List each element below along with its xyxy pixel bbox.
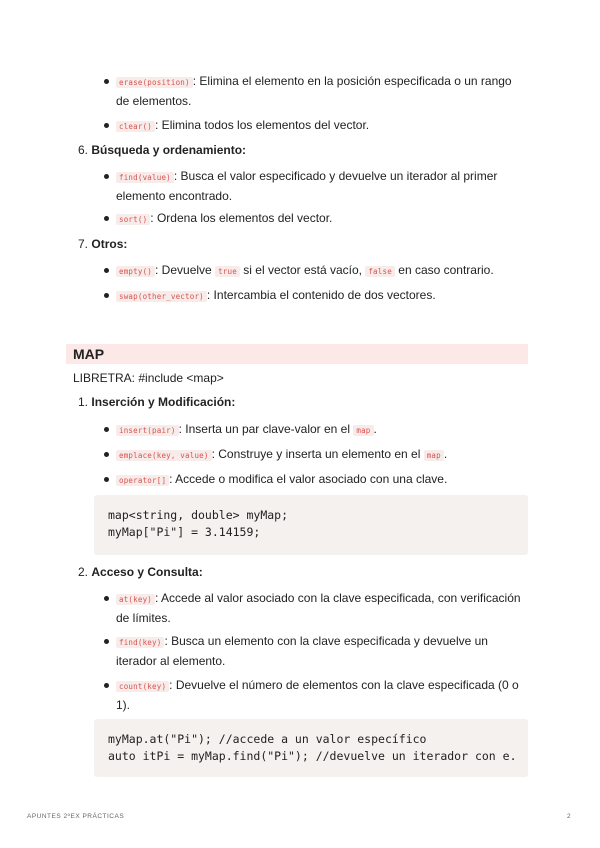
- bullet: [104, 216, 109, 221]
- list-item: [116, 286, 436, 306]
- item-text: : Busca el valor especificado y devuelve un iterador al primer: [173, 169, 498, 183]
- item-text-cont: de elementos.: [116, 94, 192, 108]
- item-text-cont: 1).: [116, 698, 131, 712]
- list-item: [116, 632, 536, 670]
- item-text: : Elimina todos los elementos del vector.: [155, 118, 370, 132]
- code-map: map: [424, 450, 444, 461]
- code-sort: sort(): [116, 214, 150, 225]
- section-number: 1.: [78, 395, 89, 409]
- library-line: LIBRETRA: #include <map>: [73, 371, 224, 385]
- item-text: : Elimina el elemento en la posición especificada o un rango: [192, 74, 512, 88]
- bullet: [104, 123, 109, 128]
- map-heading-bar: [66, 344, 528, 364]
- section-6: [78, 141, 246, 159]
- code-insert: insert(pair): [116, 425, 179, 436]
- section-title: Otros:: [91, 237, 128, 251]
- bullet: [104, 452, 109, 457]
- item-text: : Intercambia el contenido de dos vectores.: [206, 288, 436, 302]
- item-text-cont: iterador al elemento.: [116, 654, 226, 668]
- item-text-cont: elemento encontrado.: [116, 189, 233, 203]
- item-text: : Accede al valor asociado con la clave especificada, con verificación: [155, 591, 521, 605]
- code-line: myMap.at("Pi"); //accede a un valor específico: [108, 732, 427, 746]
- item-text: : Accede o modifica el valor asociado con una clave.: [169, 472, 448, 486]
- bullet: [104, 596, 109, 601]
- item-text: : Construye y inserta un elemento en el: [211, 447, 421, 461]
- item-text: : Devuelve el número de elementos con la clave especificada (0 o: [169, 678, 519, 692]
- code-find-key: find(key): [116, 637, 164, 648]
- code-emplace: emplace(key, value): [116, 450, 212, 461]
- list-item: [116, 261, 546, 281]
- code-line: myMap["Pi"] = 3.14159;: [108, 525, 261, 539]
- item-text: si el vector está vacío,: [243, 263, 362, 277]
- item-text: : Inserta un par clave-valor en el: [178, 422, 351, 436]
- map-section-2: [78, 563, 203, 581]
- item-text-cont: de límites.: [116, 611, 171, 625]
- bullet: [104, 79, 109, 84]
- code-true: true: [215, 266, 240, 277]
- bullet: [104, 477, 109, 482]
- map-heading: MAP: [73, 346, 105, 362]
- list-item: [116, 420, 377, 440]
- code-operator: operator[]: [116, 475, 169, 486]
- code-empty: empty(): [116, 266, 155, 277]
- code-at: at(key): [116, 594, 155, 605]
- footer-title: APUNTES 2ºEX PRÁCTICAS: [27, 813, 125, 820]
- code-line: auto itPi = myMap.find("Pi"); //devuelve un iterador con e.: [108, 749, 517, 763]
- section-7: [78, 235, 127, 253]
- item-text: : Busca un elemento con la clave especificada y devuelve un: [164, 634, 488, 648]
- item-text: .: [443, 447, 448, 461]
- section-title: Acceso y Consulta:: [91, 565, 203, 579]
- bullet: [104, 683, 109, 688]
- code-line: map<string, double> myMap;: [108, 508, 289, 522]
- page-number: 2: [567, 813, 572, 820]
- section-number: 7.: [78, 237, 89, 251]
- list-item: [116, 167, 536, 205]
- item-text: en caso contrario.: [398, 263, 494, 277]
- list-item: [116, 72, 536, 110]
- code-swap: swap(other_vector): [116, 291, 207, 302]
- bullet: [104, 427, 109, 432]
- section-title: Inserción y Modificación:: [91, 395, 236, 409]
- item-text: : Devuelve: [155, 263, 212, 277]
- code-find: find(value): [116, 172, 174, 183]
- item-text: .: [373, 422, 377, 436]
- code-clear: clear(): [116, 121, 155, 132]
- section-title: Búsqueda y ordenamiento:: [91, 143, 247, 157]
- bullet: [104, 293, 109, 298]
- section-number: 2.: [78, 565, 89, 579]
- bullet: [104, 268, 109, 273]
- code-count: count(key): [116, 681, 169, 692]
- code-block-2: [94, 719, 528, 777]
- section-number: 6.: [78, 143, 89, 157]
- item-text: : Ordena los elementos del vector.: [150, 211, 333, 225]
- code-map: map: [353, 425, 373, 436]
- list-item: [116, 445, 447, 465]
- bullet: [104, 639, 109, 644]
- list-item: [116, 209, 332, 229]
- list-item: [116, 589, 536, 627]
- code-block-1: [94, 495, 528, 555]
- list-item: [116, 470, 447, 490]
- list-item: [116, 676, 536, 714]
- bullet: [104, 174, 109, 179]
- map-section-1: [78, 393, 235, 411]
- list-item: [116, 116, 369, 136]
- code-erase: erase(position): [116, 77, 193, 88]
- code-false: false: [365, 266, 395, 277]
